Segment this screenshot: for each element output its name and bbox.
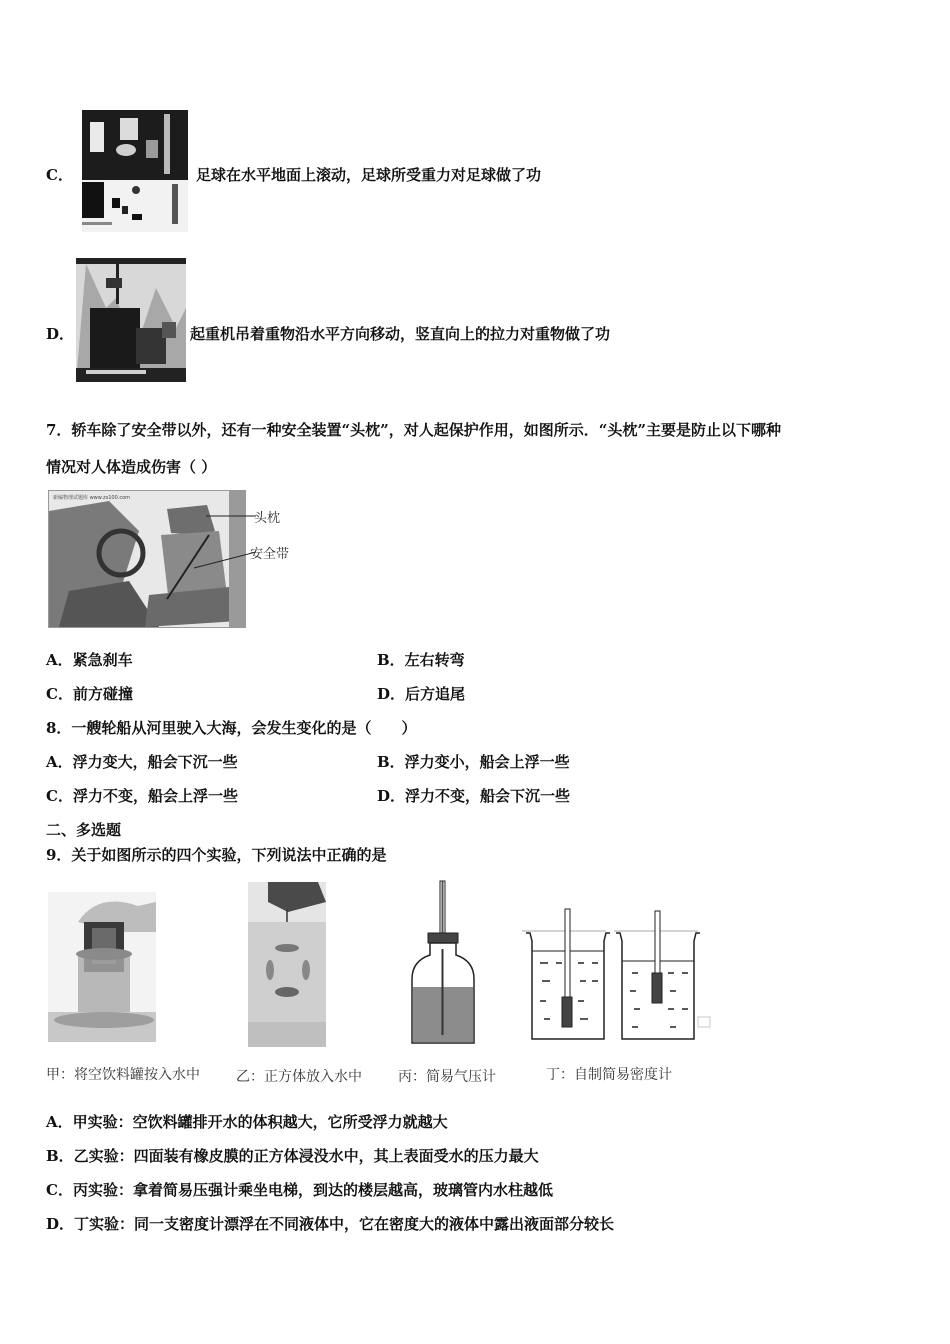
hydrometer-diagram: [522, 905, 712, 1045]
figure-watermark: 新编物理试题库 www.zs100.com: [53, 495, 131, 501]
q8-option-a[interactable]: A．浮力变大，船会下沉一些: [46, 753, 238, 771]
q9-option-a[interactable]: A．甲实验：空饮料罐排开水的体积越大，它所受浮力就越大: [46, 1113, 448, 1131]
q9-option-b[interactable]: B．乙实验：四面装有橡皮膜的正方体浸没水中，其上表面受水的压力最大: [46, 1147, 539, 1165]
q8-option-d[interactable]: D．浮力不变，船会下沉一些: [377, 787, 571, 805]
q7-option-a[interactable]: A．紧急刹车: [46, 651, 133, 669]
q9-option-c[interactable]: C．丙实验：拿着简易压强计乘坐电梯，到达的楼层越高，玻璃管内水柱越低: [46, 1181, 553, 1199]
q9-option-d[interactable]: D．丁实验：同一支密度计漂浮在不同液体中，它在密度大的液体中露出液面部分较长: [46, 1215, 615, 1233]
option-d-text: 起重机吊着重物沿水平方向移动，竖直向上的拉力对重物做了功: [190, 325, 611, 343]
seatbelt-label: 安全带: [250, 547, 290, 562]
q7-option-d[interactable]: D．后方追尾: [377, 685, 466, 703]
football-photo: [82, 110, 188, 232]
option-c-letter: C．: [46, 166, 73, 184]
section-title: 二、多选题: [46, 821, 122, 839]
headrest-label: 头枕: [254, 511, 281, 526]
caption-jia: 甲：将空饮料罐按入水中: [46, 1067, 200, 1083]
barometer-diagram: [408, 875, 498, 1045]
question-7-line1: 7．轿车除了安全带以外，还有一种安全装置“头枕”，对人起保护作用，如图所示．“头枕”主要是防止以下哪种: [46, 421, 781, 439]
caption-yi: 乙：正方体放入水中: [236, 1069, 362, 1085]
can-in-water-photo: [48, 892, 156, 1042]
question-9-stem: 9．关于如图所示的四个实验，下列说法中正确的是: [46, 846, 387, 864]
question-8-stem: 8．一艘轮船从河里驶入大海，会发生变化的是（ ）: [46, 719, 417, 737]
cube-in-water-photo: [248, 882, 326, 1047]
caption-bing: 丙：简易气压计: [398, 1069, 496, 1085]
q7-option-c[interactable]: C．前方碰撞: [46, 685, 133, 703]
option-d-letter: D．: [46, 325, 75, 343]
caption-ding: 丁：自制简易密度计: [546, 1067, 672, 1083]
crane-photo: [76, 258, 186, 382]
q7-option-b[interactable]: B．左右转弯: [377, 651, 465, 669]
q8-option-c[interactable]: C．浮力不变，船会上浮一些: [46, 787, 238, 805]
question-7-line2: 情况对人体造成伤害（ ）: [46, 458, 217, 476]
q8-option-b[interactable]: B．浮力变小，船会上浮一些: [377, 753, 570, 771]
option-c-text: 足球在水平地面上滚动，足球所受重力对足球做了功: [196, 166, 542, 184]
car-seat-figure: [46, 488, 296, 628]
